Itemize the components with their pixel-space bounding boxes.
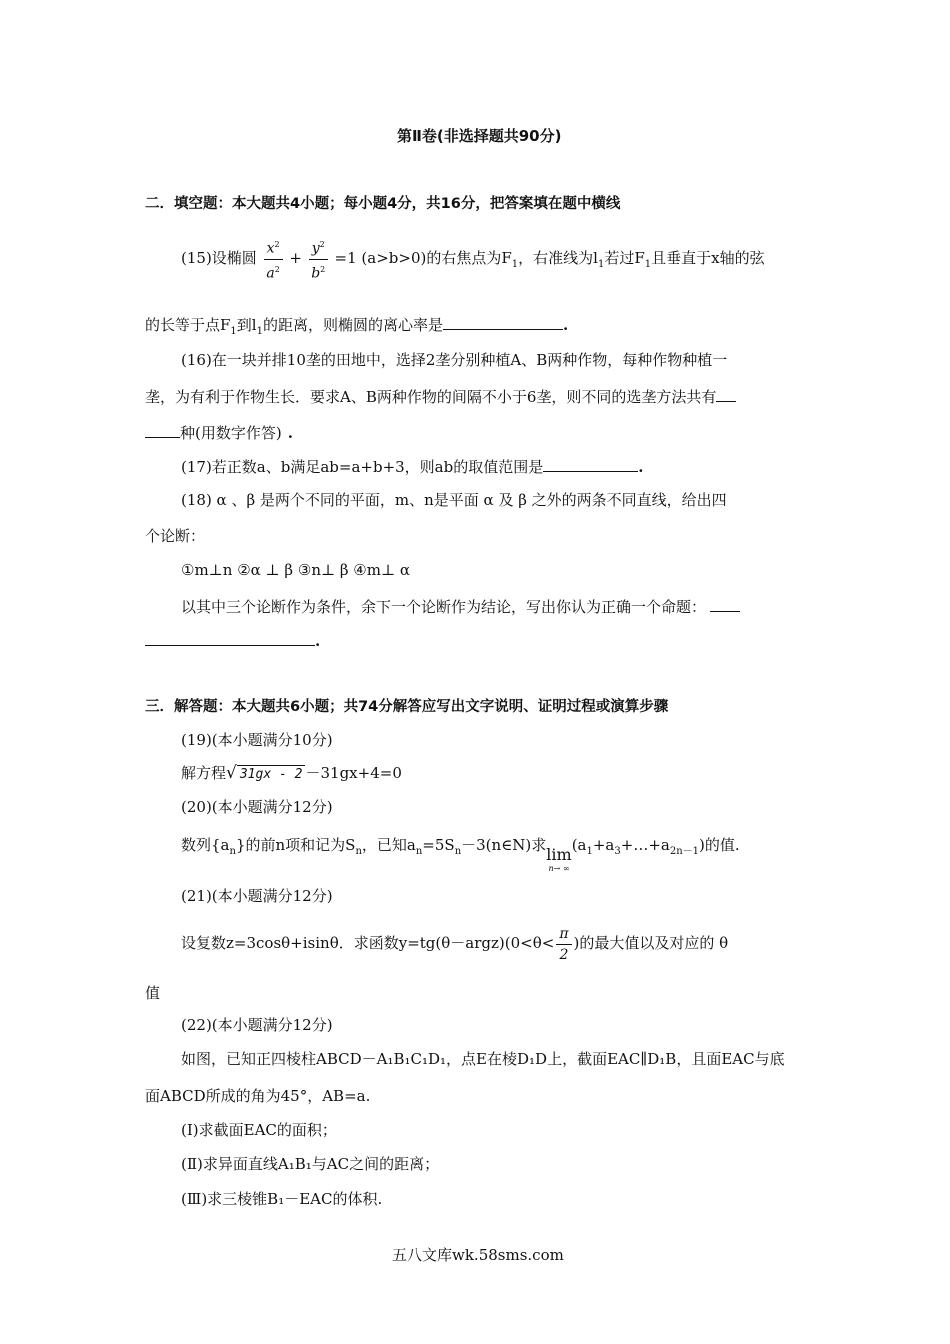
sqrt-symbol: √ — [226, 763, 237, 783]
q15-line2b: 到l — [236, 316, 257, 334]
q15-fraction-y-over-b — [309, 236, 328, 282]
q15-frac1-num: x — [266, 240, 275, 257]
q15-eq: =1 — [334, 249, 357, 268]
q20-text6: (a — [571, 836, 587, 854]
subscript: n — [415, 846, 423, 857]
q16-end: . — [287, 424, 293, 442]
q20-text7: +a — [592, 836, 615, 854]
q19-radicand: 31gx - 2 — [237, 765, 306, 783]
q15-text3: 且垂直于x轴的弦 — [651, 249, 765, 268]
q16-answer-blank-a[interactable] — [716, 386, 736, 402]
question-21-text — [181, 924, 728, 964]
q15-frac1-den: a — [266, 265, 275, 282]
subscript: n — [355, 846, 362, 857]
subscript: 2n－1 — [669, 846, 700, 857]
question-16-line-3 — [145, 422, 293, 443]
q16-answer-blank-b[interactable] — [145, 422, 180, 438]
subscript: 1 — [256, 326, 263, 337]
q17-answer-blank[interactable] — [543, 456, 638, 472]
question-16-line-2 — [145, 386, 736, 407]
q16-line3: 种(用数字作答) — [180, 424, 282, 442]
q18-line4: 以其中三个论断作为条件，余下一个论断作为结论，写出你认为正确一个命题： — [181, 598, 707, 616]
q20-text1: 数列{a — [181, 836, 230, 854]
question-15-line-1 — [181, 236, 765, 285]
subscript: n — [454, 846, 462, 857]
question-19-equation — [181, 763, 402, 783]
q16-line2: 垄，为有利于作物生长．要求A、B两种作物的间隔不小于6垄，则不同的选垄方法共有 — [145, 388, 717, 406]
q15-plus: + — [289, 249, 302, 268]
question-22-part-1: (Ⅰ)求截面EAC的面积； — [181, 1121, 337, 1139]
q20-text5: －3(n∈N)求 — [461, 836, 547, 854]
subscript: n — [229, 846, 236, 857]
question-22-label: (22)(本小题满分12分) — [181, 1016, 333, 1034]
q15-sup: 2 — [274, 264, 280, 274]
q20-text2: }的前n项和记为S — [235, 836, 356, 854]
q17-text: (17)若正数a、b满足ab=a+b+3，则ab的取值范围是 — [181, 458, 544, 476]
q19-suffix: －31gx+4=0 — [305, 764, 402, 782]
question-22-part-3: (Ⅲ)求三棱锥B₁－EAC的体积. — [181, 1190, 383, 1208]
q20-text3: ，已知a — [361, 836, 416, 854]
subscript: 3 — [614, 846, 621, 857]
question-15-line-2 — [145, 314, 568, 342]
q15-text2: 若过F — [604, 249, 645, 268]
question-21-label: (21)(本小题满分12分) — [181, 887, 333, 905]
q18-answer-blank-b[interactable] — [145, 630, 315, 646]
limit-notation — [546, 846, 571, 874]
q17-end: . — [638, 458, 644, 476]
lim-under: n→ ∞ — [548, 864, 570, 873]
q21-frac-den: 2 — [559, 946, 569, 963]
subscript: 1 — [644, 259, 652, 271]
q15-text1: ，右准线为l — [518, 249, 598, 268]
question-18-items: ①m⊥n ②α ⊥ β ③n⊥ β ④m⊥ α — [181, 561, 410, 579]
q21-text2: )的最大值以及对应的 θ — [573, 934, 729, 952]
subscript: 1 — [230, 326, 237, 337]
q15-sup: 2 — [319, 240, 325, 249]
question-18-line-2: 个论断： — [145, 527, 206, 545]
page-title: 第Ⅱ卷(非选择题共90分) — [397, 127, 562, 145]
question-18-line-5 — [145, 630, 320, 651]
q15-end: . — [563, 316, 569, 334]
question-18-line-1: (18) α 、β 是两个不同的平面，m、n是平面 α 及 β 之外的两条不同直线，给出四 — [181, 491, 727, 509]
question-19-label: (19)(本小题满分10分) — [181, 731, 333, 749]
q19-prefix: 解方程 — [181, 764, 227, 782]
question-20-text — [181, 835, 740, 874]
q15-line2c: 的距离，则椭圆的离心率是 — [262, 316, 443, 334]
q15-prefix: (15)设椭圆 — [181, 249, 257, 268]
question-22-line-1: 如图，已知正四棱柱ABCD－A₁B₁C₁D₁，点E在棱D₁D上，截面EAC∥D₁B，且面EAC与底 — [181, 1050, 785, 1068]
q20-text4: =5S — [422, 836, 455, 854]
q20-text9: )的值. — [699, 836, 740, 854]
question-22-line-2: 面ABCD所成的角为45°，AB=a. — [145, 1087, 371, 1105]
q21-fraction-pi-over-2 — [556, 925, 571, 964]
q20-text8: +…+a — [620, 836, 670, 854]
q15-sup: 2 — [274, 240, 280, 249]
question-20-label: (20)(本小题满分12分) — [181, 798, 333, 816]
question-16-line-1: (16)在一块并排10垄的田地中，选择2垄分别种植A、B两种作物，每种作物种植一 — [181, 351, 728, 369]
subscript: 1 — [511, 259, 519, 271]
question-21-line-2: 值 — [145, 984, 161, 1002]
q18-answer-blank-a[interactable] — [710, 596, 740, 612]
q15-frac2-num: y — [311, 240, 320, 257]
q15-line2: 的长等于点F — [145, 316, 231, 334]
question-17 — [181, 456, 643, 477]
q18-end: . — [315, 632, 321, 650]
question-22-part-2: (Ⅱ)求异面直线A₁B₁与AC之间的距离； — [181, 1155, 440, 1173]
section-2-heading: 二．填空题：本大题共4小题；每小题4分，共16分，把答案填在题中横线 — [145, 196, 621, 212]
q21-text1: 设复数z=3cosθ+isinθ．求函数y=tg(θ－argz)(0<θ< — [181, 934, 555, 952]
subscript: 1 — [586, 846, 593, 857]
lim-word: lim — [546, 845, 572, 864]
question-18-line-4 — [181, 596, 740, 617]
q15-sup: 2 — [320, 264, 326, 274]
section-3-heading: 三．解答题：本大题共6小题；共74分解答应写出文字说明、证明过程或演算步骤 — [145, 699, 669, 715]
q15-cond: (a>b>0)的右焦点为F — [361, 249, 512, 268]
footer-watermark: 五八文库wk.58sms.com — [392, 1246, 564, 1264]
q15-fraction-x-over-a — [264, 236, 283, 282]
subscript: 1 — [597, 259, 605, 271]
q15-frac2-den: b — [311, 265, 321, 282]
q15-answer-blank[interactable] — [443, 314, 563, 330]
q21-frac-num: π — [556, 925, 571, 945]
